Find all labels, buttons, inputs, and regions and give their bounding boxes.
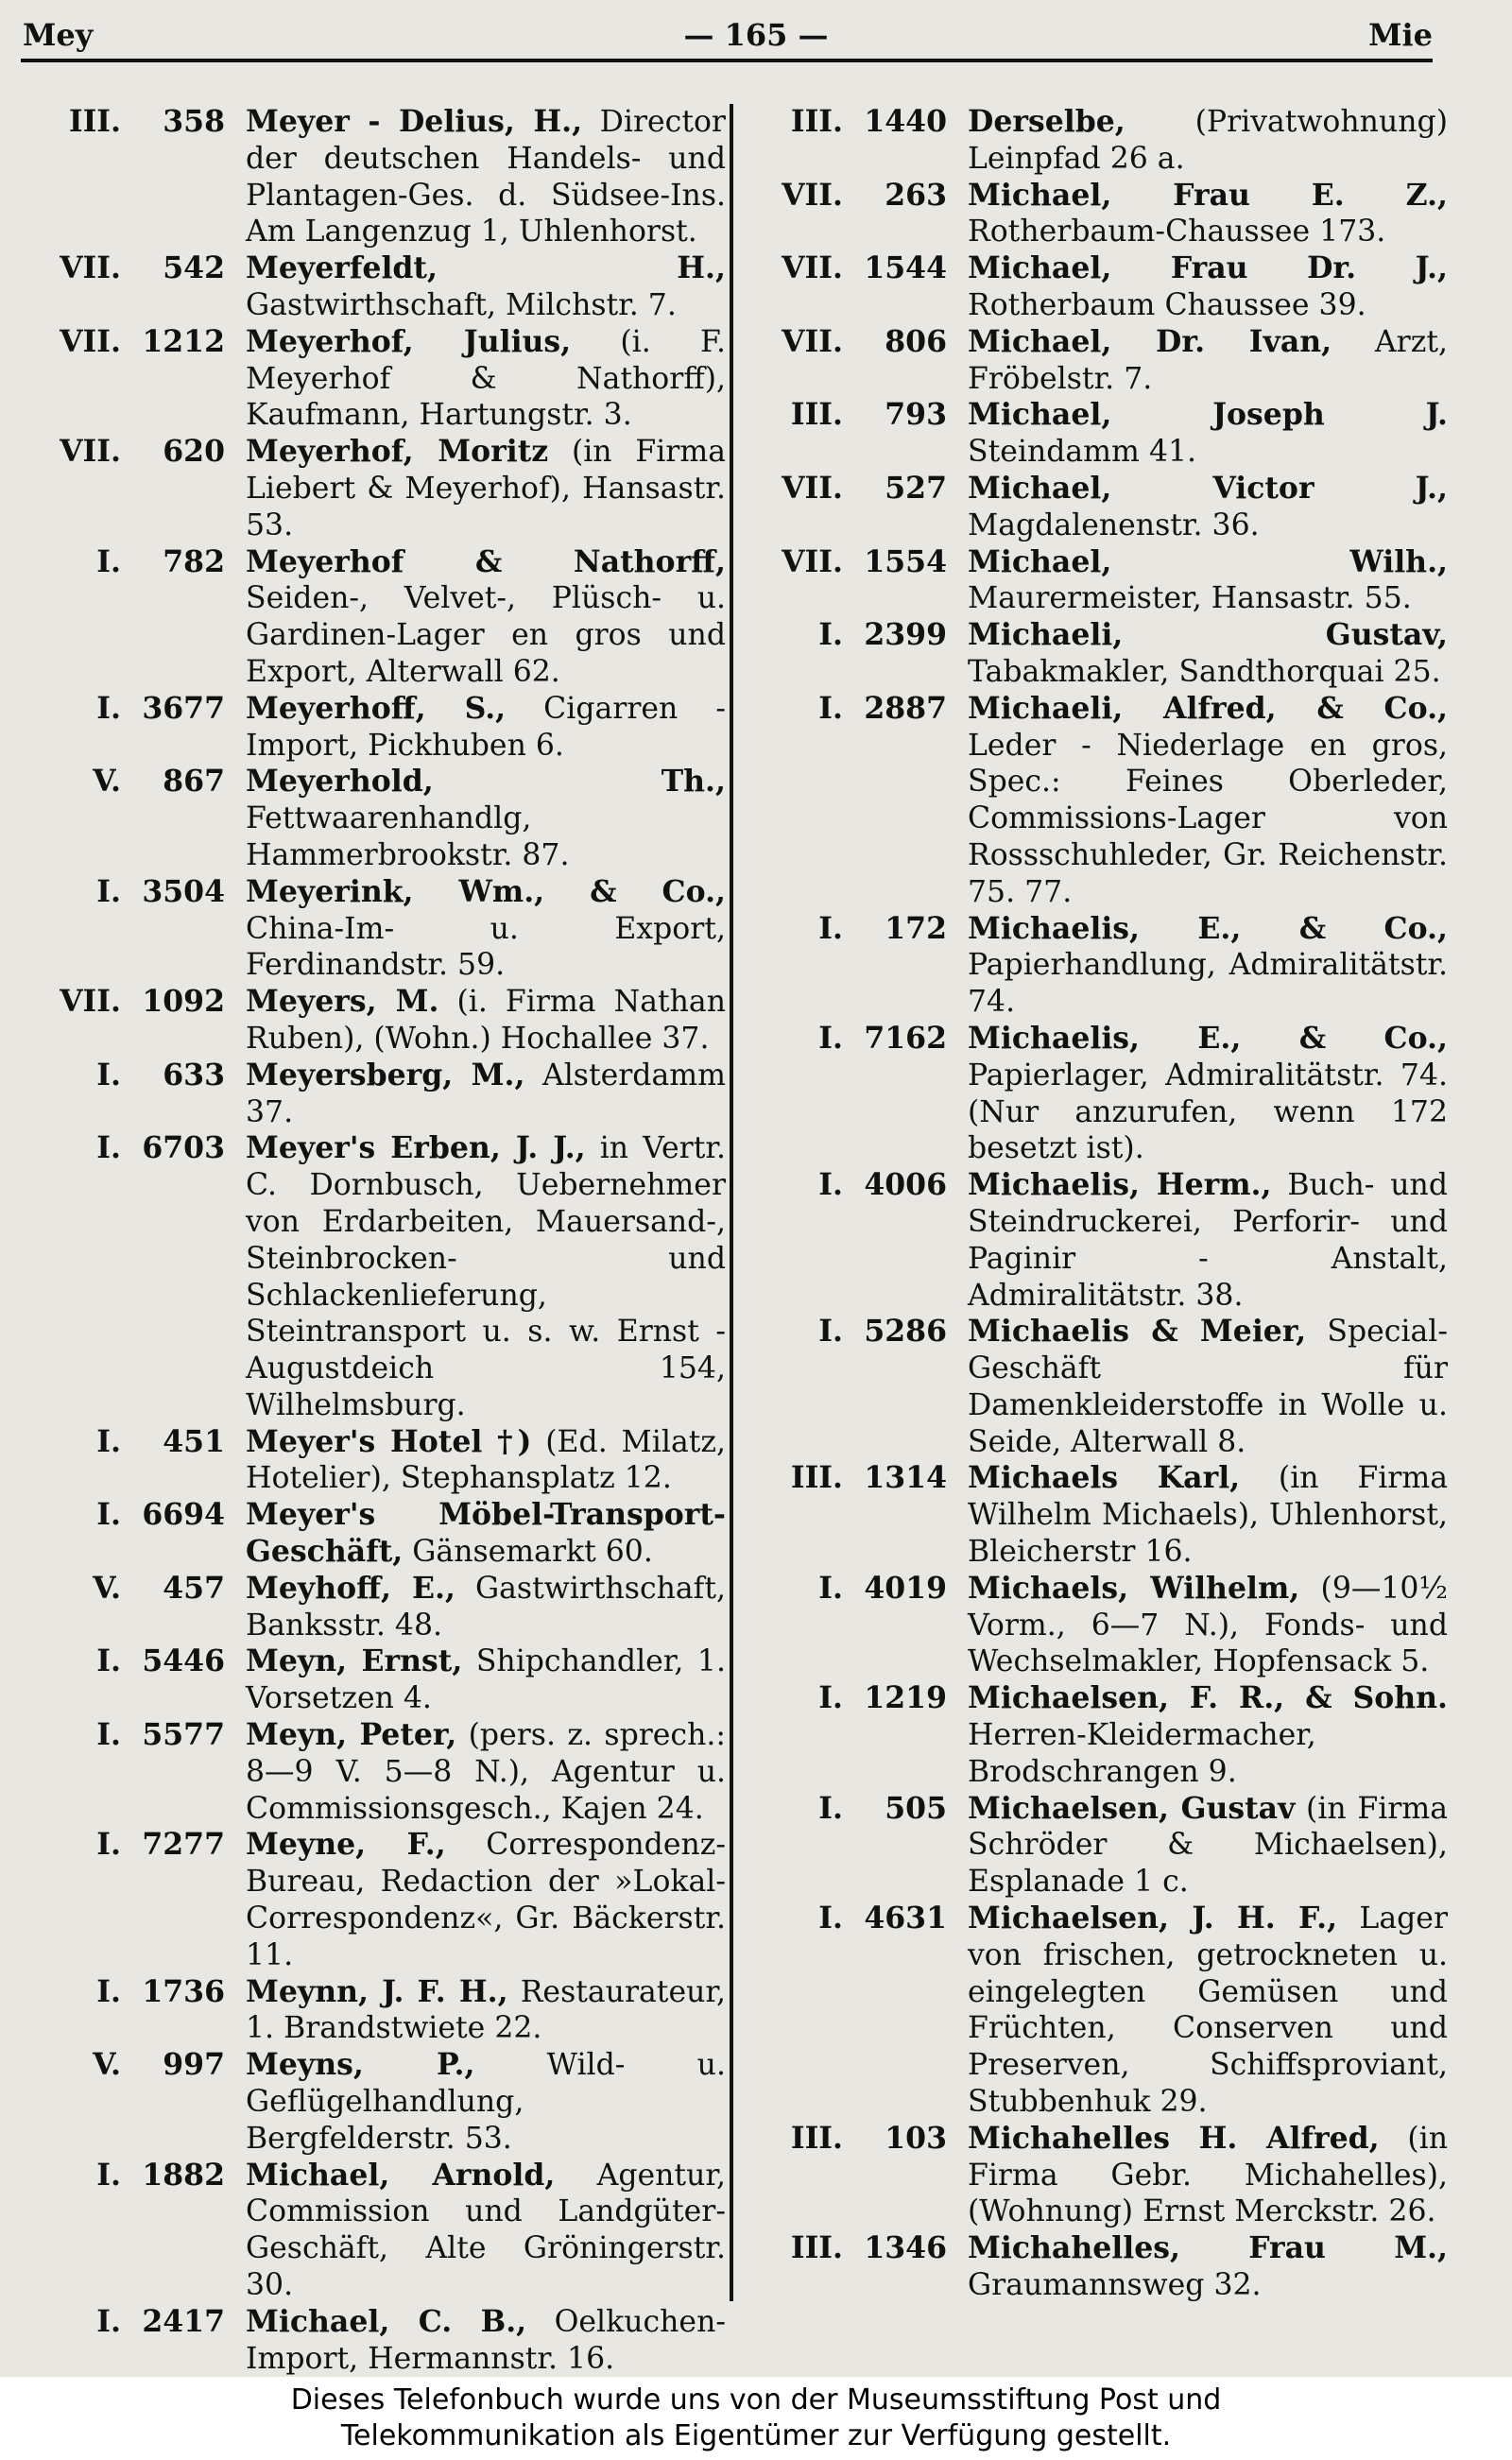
exchange-group: I. bbox=[96, 690, 121, 726]
subscriber-details: Magdalenenstr. 36. bbox=[968, 507, 1260, 542]
phone-number: 2399 bbox=[864, 617, 947, 653]
exchange-group: I. bbox=[818, 1314, 843, 1350]
directory-entry bbox=[748, 397, 1448, 471]
exchange-group: VII. bbox=[782, 470, 843, 506]
exchange-group: VII. bbox=[782, 250, 843, 286]
directory-entry bbox=[748, 1021, 1448, 1167]
exchange-group: I. bbox=[818, 690, 843, 726]
subscriber-details: China-Im- u. Export, Ferdinandstr. 59. bbox=[246, 911, 726, 983]
subscriber-name: Meyer's Möbel-Transport-Geschäft, bbox=[246, 1497, 726, 1570]
phone-number: 1440 bbox=[864, 104, 947, 139]
entry-text bbox=[246, 434, 726, 543]
exchange-group: I. bbox=[818, 1680, 843, 1716]
subscriber-name: Michael, Frau Dr. J., bbox=[968, 250, 1448, 286]
phone-number: 527 bbox=[885, 470, 947, 506]
directory-entry bbox=[748, 471, 1448, 544]
phone-number: 1346 bbox=[864, 2230, 947, 2266]
phone-number: 7277 bbox=[142, 1827, 225, 1863]
subscriber-details: Lager von frischen, getrockneten u. eingelegten Gemüsen und Früchten, Conserven und Preserven, Schiffsproviant, Stubbenhuk 29. bbox=[968, 1901, 1448, 2120]
subscriber-name: Meyerhof, Moritz bbox=[246, 434, 549, 470]
subscriber-details: Wild- u. Geflügelhandlung, Bergfelderstr. 53. bbox=[246, 2048, 726, 2156]
entry-text bbox=[968, 250, 1448, 324]
exchange-group: I. bbox=[818, 1167, 843, 1203]
directory-entry bbox=[748, 1791, 1448, 1901]
entry-text bbox=[246, 2047, 726, 2157]
directory-entry bbox=[26, 1643, 726, 1717]
directory-entry bbox=[26, 984, 726, 1058]
subscriber-details: Gänsemarkt 60. bbox=[403, 1535, 653, 1570]
entry-text bbox=[246, 250, 726, 324]
directory-entry bbox=[748, 1680, 1448, 1790]
subscriber-name: Meyne, F., bbox=[246, 1827, 446, 1863]
entry-text bbox=[968, 617, 1448, 691]
phone-number: 1554 bbox=[864, 543, 947, 579]
subscriber-name: Meyersberg, M., bbox=[246, 1057, 525, 1092]
subscriber-details: Leder - Niederlage en gros, Spec.: Feines Oberleder, Commissions-Lager von Rossschuhleder, Gr. Reichenstr. 75. 77. bbox=[968, 728, 1448, 909]
subscriber-name: Michael, Frau E. Z., bbox=[968, 177, 1448, 213]
exchange-group: VII. bbox=[782, 323, 843, 359]
exchange-group: I. bbox=[96, 1827, 121, 1863]
phone-number: 263 bbox=[885, 177, 947, 213]
phone-number: 2417 bbox=[142, 2303, 225, 2339]
entry-text bbox=[246, 1058, 726, 1131]
subscriber-details: Rotherbaum Chaussee 39. bbox=[968, 287, 1366, 322]
subscriber-name: Michaelsen, F. R., & Sohn. bbox=[968, 1680, 1448, 1716]
exchange-group: III. bbox=[790, 1460, 843, 1496]
exchange-group: III. bbox=[68, 104, 121, 139]
directory-entry bbox=[26, 691, 726, 765]
subscriber-details: (Privatwohnung) Leinpfad 26 a. bbox=[968, 105, 1448, 176]
phone-number: 1544 bbox=[864, 250, 947, 286]
entry-text bbox=[246, 1497, 726, 1571]
phone-number: 457 bbox=[163, 1570, 225, 1606]
subscriber-name: Meyn, Ernst, bbox=[246, 1643, 463, 1679]
page-header bbox=[0, 13, 1512, 55]
entry-text bbox=[968, 911, 1448, 1021]
header-rule bbox=[21, 59, 1433, 62]
phone-number: 5446 bbox=[142, 1643, 225, 1679]
entry-text bbox=[968, 1314, 1448, 1460]
phone-number: 1092 bbox=[142, 984, 225, 1020]
directory-entry bbox=[26, 544, 726, 691]
subscriber-name: Meyerfeldt, H., bbox=[246, 250, 726, 286]
phone-number: 1219 bbox=[864, 1680, 947, 1716]
directory-entry bbox=[748, 178, 1448, 251]
exchange-group: III. bbox=[790, 2230, 843, 2266]
left-column bbox=[26, 104, 726, 2377]
phone-number: 451 bbox=[163, 1423, 225, 1459]
entry-text bbox=[968, 2230, 1448, 2304]
phone-number: 358 bbox=[163, 104, 225, 139]
exchange-group: VII. bbox=[60, 323, 121, 359]
subscriber-name: Meyerhoff, S., bbox=[246, 690, 507, 726]
directory-entry bbox=[26, 1130, 726, 1423]
directory-entry bbox=[748, 104, 1448, 178]
exchange-group: VII. bbox=[60, 984, 121, 1020]
subscriber-details: Herren-Kleidermacher, Brodschrangen 9. bbox=[968, 1718, 1316, 1789]
subscriber-details: Papierlager, Admiralitätstr. 74. (Nur anzurufen, wenn 172 besetzt ist). bbox=[968, 1058, 1448, 1166]
directory-entry bbox=[748, 911, 1448, 1021]
directory-entry bbox=[748, 544, 1448, 618]
entry-text bbox=[968, 1167, 1448, 1314]
directory-entry bbox=[748, 1314, 1448, 1460]
directory-entry bbox=[748, 2121, 1448, 2230]
subscriber-details: (in Firma Liebert & Meyerhof), Hansastr. 53. bbox=[246, 435, 726, 542]
entry-text bbox=[968, 1021, 1448, 1167]
subscriber-details: Agentur, Commission und Landgüter-Geschäft, Alte Gröningerstr. 30. bbox=[246, 2158, 726, 2303]
subscriber-details: in Vertr. C. Dornbusch, Uebernehmer von Erdarbeiten, Mauersand-, Steinbrocken- und Schlackenlieferung, Steintransport u. s. w. Ernst - Augustdeich 154, Wilhelmsburg. bbox=[246, 1131, 726, 1422]
phone-number: 3504 bbox=[142, 873, 225, 909]
subscriber-details: Seiden-, Velvet-, Plüsch- u. Gardinen-Lager en gros und Export, Alterwall 62. bbox=[246, 581, 726, 689]
entry-text bbox=[246, 1643, 726, 1717]
subscriber-name: Michael, Joseph J. bbox=[968, 397, 1448, 433]
directory-entry bbox=[26, 874, 726, 984]
exchange-group: VII. bbox=[60, 434, 121, 470]
directory-entry bbox=[748, 1571, 1448, 1680]
entry-text bbox=[246, 1827, 726, 1973]
subscriber-details: Cigarren - Import, Pickhuben 6. bbox=[246, 691, 726, 763]
entry-text bbox=[246, 1974, 726, 2048]
subscriber-name: Michaelis, Herm., bbox=[968, 1167, 1272, 1203]
subscriber-details: (9—10½ Vorm., 6—7 N.), Fonds- und Wechselmakler, Hopfensack 5. bbox=[968, 1571, 1448, 1679]
entry-text bbox=[968, 1571, 1448, 1680]
subscriber-details: Fettwaarenhandlg, Hammerbrookstr. 87. bbox=[246, 801, 570, 872]
subscriber-name: Michael, Arnold, bbox=[246, 2157, 556, 2193]
phone-number: 1314 bbox=[864, 1460, 947, 1496]
subscriber-details: (i. F. Meyerhof & Nathorff), Kaufmann, Hartungstr. 3. bbox=[246, 324, 726, 433]
exchange-group: V. bbox=[93, 2047, 121, 2083]
subscriber-details: Tabakmakler, Sandthorquai 25. bbox=[968, 654, 1441, 689]
subscriber-name: Meyerhold, Th., bbox=[246, 764, 726, 800]
subscriber-name: Michaelis, E., & Co., bbox=[968, 910, 1448, 946]
subscriber-name: Meyns, P., bbox=[246, 2047, 475, 2083]
phone-number: 793 bbox=[885, 397, 947, 433]
phone-number: 2887 bbox=[864, 690, 947, 726]
phone-number: 505 bbox=[885, 1790, 947, 1826]
directory-entry bbox=[26, 2304, 726, 2377]
subscriber-name: Michaelis & Meier, bbox=[968, 1314, 1307, 1350]
phone-number: 620 bbox=[163, 434, 225, 470]
entry-text bbox=[968, 104, 1448, 178]
exchange-group: I. bbox=[818, 1790, 843, 1826]
exchange-group: I. bbox=[96, 2303, 121, 2339]
exchange-group: I. bbox=[818, 1901, 843, 1936]
subscriber-details: Alsterdamm 37. bbox=[246, 1058, 726, 1129]
entry-text bbox=[968, 691, 1448, 911]
directory-entry bbox=[26, 1571, 726, 1644]
entry-text bbox=[968, 471, 1448, 544]
entry-text bbox=[246, 1717, 726, 1827]
exchange-group: VII. bbox=[782, 177, 843, 213]
phone-number: 542 bbox=[163, 250, 225, 286]
phone-number: 103 bbox=[885, 2120, 947, 2156]
directory-entry bbox=[748, 1901, 1448, 2121]
directory-entry bbox=[748, 617, 1448, 691]
exchange-group: I. bbox=[96, 1643, 121, 1679]
subscriber-name: Derselbe, bbox=[968, 104, 1125, 139]
entry-text bbox=[968, 2121, 1448, 2230]
entry-text bbox=[246, 1424, 726, 1498]
subscriber-name: Meyerhof & Nathorff, bbox=[246, 543, 726, 579]
subscriber-name: Meyerink, Wm., & Co., bbox=[246, 873, 726, 909]
exchange-group: I. bbox=[96, 1423, 121, 1459]
exchange-group: I. bbox=[96, 1717, 121, 1753]
directory-entry bbox=[26, 1974, 726, 2048]
subscriber-details: (in Firma Schröder & Michaelsen), Esplanade 1 c. bbox=[968, 1791, 1448, 1900]
subscriber-name: Michaelsen, J. H. F., bbox=[968, 1901, 1338, 1936]
directory-entry bbox=[748, 691, 1448, 911]
subscriber-details: Shipchandler, 1. Vorsetzen 4. bbox=[246, 1644, 726, 1716]
phone-number: 1212 bbox=[142, 323, 225, 359]
entry-text bbox=[968, 178, 1448, 251]
footer-notice bbox=[0, 2377, 1512, 2454]
exchange-group: I. bbox=[96, 2157, 121, 2193]
subscriber-name: Meyerhof, Julius, bbox=[246, 323, 572, 359]
subscriber-name: Michaeli, Alfred, & Co., bbox=[968, 690, 1448, 726]
subscriber-name: Michael, Dr. Ivan, bbox=[968, 323, 1332, 359]
directory-entry bbox=[26, 1827, 726, 1973]
entry-text bbox=[246, 691, 726, 765]
exchange-group: III. bbox=[790, 104, 843, 139]
subscriber-name: Michahelles H. Alfred, bbox=[968, 2120, 1380, 2156]
subscriber-name: Michael, C. B., bbox=[246, 2303, 527, 2339]
subscriber-details: (in Firma Wilhelm Michaels), Uhlenhorst, Bleicherstr 16. bbox=[968, 1461, 1448, 1570]
phone-number: 5577 bbox=[142, 1717, 225, 1753]
directory-entry bbox=[748, 1167, 1448, 1314]
exchange-group: I. bbox=[818, 617, 843, 653]
subscriber-details: (pers. z. sprech.: 8—9 V. 5—8 N.), Agentur u. Commissionsgesch., Kajen 24. bbox=[246, 1718, 726, 1826]
entry-text bbox=[246, 2158, 726, 2304]
entry-text bbox=[246, 324, 726, 434]
right-column bbox=[748, 104, 1448, 2304]
phone-number: 4019 bbox=[864, 1570, 947, 1606]
directory-entry bbox=[748, 324, 1448, 398]
phone-number: 806 bbox=[885, 323, 947, 359]
exchange-group: I. bbox=[96, 1130, 121, 1166]
subscriber-name: Meyer - Delius, H., bbox=[246, 104, 583, 139]
entry-text bbox=[246, 2304, 726, 2377]
exchange-group: I. bbox=[96, 1057, 121, 1092]
subscriber-details: (Ed. Milatz, Hotelier), Stephansplatz 12. bbox=[246, 1424, 727, 1496]
subscriber-details: Gastwirthschaft, Milchstr. 7. bbox=[246, 287, 677, 322]
subscriber-details: Arzt, Fröbelstr. 7. bbox=[968, 324, 1448, 396]
phone-number: 1736 bbox=[142, 1973, 225, 2009]
phone-number: 867 bbox=[163, 764, 225, 800]
subscriber-name: Michaeli, Gustav, bbox=[968, 617, 1448, 653]
subscriber-details: Buch- und Steindruckerei, Perforir- und Paginir - Anstalt, Admiralitätstr. 38. bbox=[968, 1168, 1448, 1313]
subscriber-details: Graumannsweg 32. bbox=[968, 2268, 1262, 2303]
directory-entry bbox=[26, 1717, 726, 1827]
footer-line-2: Telekommunikation als Eigentümer zur Verfügung gestellt. bbox=[340, 2419, 1172, 2452]
directory-entry bbox=[748, 1460, 1448, 1570]
phone-number: 7162 bbox=[864, 1020, 947, 1056]
phone-number: 782 bbox=[163, 543, 225, 579]
entry-text bbox=[968, 324, 1448, 398]
subscriber-details: Special-Geschäft für Damenkleiderstoffe in Wolle u. Seide, Alterwall 8. bbox=[968, 1315, 1448, 1459]
directory-entry bbox=[26, 1058, 726, 1131]
subscriber-details: Papierhandlung, Admiralitätstr. 74. bbox=[968, 948, 1448, 1020]
exchange-group: V. bbox=[93, 1570, 121, 1606]
phone-number: 4006 bbox=[864, 1167, 947, 1203]
subscriber-details: Steindamm 41. bbox=[968, 435, 1197, 470]
entry-text bbox=[968, 1791, 1448, 1901]
exchange-group: I. bbox=[818, 1020, 843, 1056]
subscriber-details: Restaurateur, 1. Brandstwiete 22. bbox=[246, 1974, 726, 2046]
exchange-group: VII. bbox=[782, 543, 843, 579]
phone-number: 5286 bbox=[864, 1314, 947, 1350]
directory-entry bbox=[26, 2158, 726, 2304]
entry-text bbox=[968, 1460, 1448, 1570]
phone-number: 6703 bbox=[142, 1130, 225, 1166]
exchange-group: I. bbox=[96, 873, 121, 909]
phone-number: 3677 bbox=[142, 690, 225, 726]
entry-text bbox=[246, 544, 726, 691]
subscriber-name: Michahelles, Frau M., bbox=[968, 2230, 1448, 2266]
exchange-group: I. bbox=[96, 543, 121, 579]
entry-text bbox=[246, 1571, 726, 1644]
directory-entry bbox=[26, 2047, 726, 2157]
subscriber-name: Michael, Wilh., bbox=[968, 543, 1448, 579]
directory-entry bbox=[748, 250, 1448, 324]
exchange-group: III. bbox=[790, 2120, 843, 2156]
subscriber-details: Correspondenz-Bureau, Redaction der »Lokal-Correspondenz«, Gr. Bäckerstr. 11. bbox=[246, 1828, 726, 1972]
entry-text bbox=[968, 1680, 1448, 1790]
exchange-group: I. bbox=[96, 1497, 121, 1533]
directory-entry bbox=[26, 1497, 726, 1571]
exchange-group: I. bbox=[96, 1973, 121, 2009]
directory-entry bbox=[748, 2230, 1448, 2304]
phone-number: 633 bbox=[163, 1057, 225, 1092]
subscriber-details: Oelkuchen-Import, Hermannstr. 16. bbox=[246, 2304, 726, 2376]
subscriber-name: Meyer's Erben, J. J., bbox=[246, 1130, 586, 1166]
entry-text bbox=[246, 874, 726, 984]
footer bbox=[0, 2377, 1512, 2460]
subscriber-details: Maurermeister, Hansastr. 55. bbox=[968, 581, 1412, 616]
exchange-group: VII. bbox=[60, 250, 121, 286]
subscriber-details: Rotherbaum-Chaussee 173. bbox=[968, 215, 1386, 249]
phone-number: 1882 bbox=[142, 2157, 225, 2193]
page-number: — 165 — bbox=[683, 17, 829, 53]
subscriber-details: (i. Firma Nathan Ruben), (Wohn.) Hochallee 37. bbox=[246, 985, 726, 1056]
subscriber-name: Michaelsen, Gustav bbox=[968, 1790, 1296, 1826]
subscriber-name: Meyers, M. bbox=[246, 984, 439, 1020]
exchange-group: I. bbox=[818, 910, 843, 946]
directory-entry bbox=[26, 104, 726, 250]
subscriber-name: Meyhoff, E., bbox=[246, 1570, 455, 1606]
header-right-keyword: Mie bbox=[1368, 17, 1433, 53]
subscriber-name: Meyer's Hotel †) bbox=[246, 1423, 532, 1459]
phone-number: 4631 bbox=[864, 1901, 947, 1936]
phone-number: 172 bbox=[885, 910, 947, 946]
subscriber-name: Meyn, Peter, bbox=[246, 1717, 457, 1753]
entry-text bbox=[246, 1130, 726, 1423]
directory-entry bbox=[26, 324, 726, 434]
exchange-group: V. bbox=[93, 764, 121, 800]
entry-text bbox=[246, 104, 726, 250]
subscriber-details: Gastwirthschaft, Banksstr. 48. bbox=[246, 1571, 727, 1643]
subscriber-name: Michaels Karl, bbox=[968, 1460, 1241, 1496]
subscriber-name: Michaels, Wilhelm, bbox=[968, 1570, 1300, 1606]
directory-entry bbox=[26, 434, 726, 543]
subscriber-details: Director der deutschen Handels- und Plantagen-Ges. d. Südsee-Ins. Am Langenzug 1, Uhlenhorst. bbox=[246, 105, 726, 249]
exchange-group: III. bbox=[790, 397, 843, 433]
directory-entry bbox=[26, 1424, 726, 1498]
column-divider bbox=[730, 104, 733, 2301]
subscriber-name: Meynn, J. F. H., bbox=[246, 1973, 508, 2009]
phone-number: 997 bbox=[163, 2047, 225, 2083]
directory-entry bbox=[26, 250, 726, 324]
footer-line-1: Dieses Telefonbuch wurde uns von der Museumsstiftung Post und bbox=[290, 2383, 1222, 2417]
entry-text bbox=[968, 1901, 1448, 2121]
exchange-group: I. bbox=[818, 1570, 843, 1606]
phone-number: 6694 bbox=[142, 1497, 225, 1533]
subscriber-name: Michael, Victor J., bbox=[968, 470, 1448, 506]
entry-text bbox=[246, 764, 726, 873]
entry-text bbox=[246, 984, 726, 1058]
entry-text bbox=[968, 544, 1448, 618]
subscriber-details: (in Firma Gebr. Michahelles), (Wohnung) Ernst Merckstr. 26. bbox=[968, 2121, 1448, 2229]
header-left-keyword: Mey bbox=[23, 17, 94, 53]
entry-text bbox=[968, 397, 1448, 471]
directory-entry bbox=[26, 764, 726, 873]
subscriber-name: Michaelis, E., & Co., bbox=[968, 1020, 1448, 1056]
